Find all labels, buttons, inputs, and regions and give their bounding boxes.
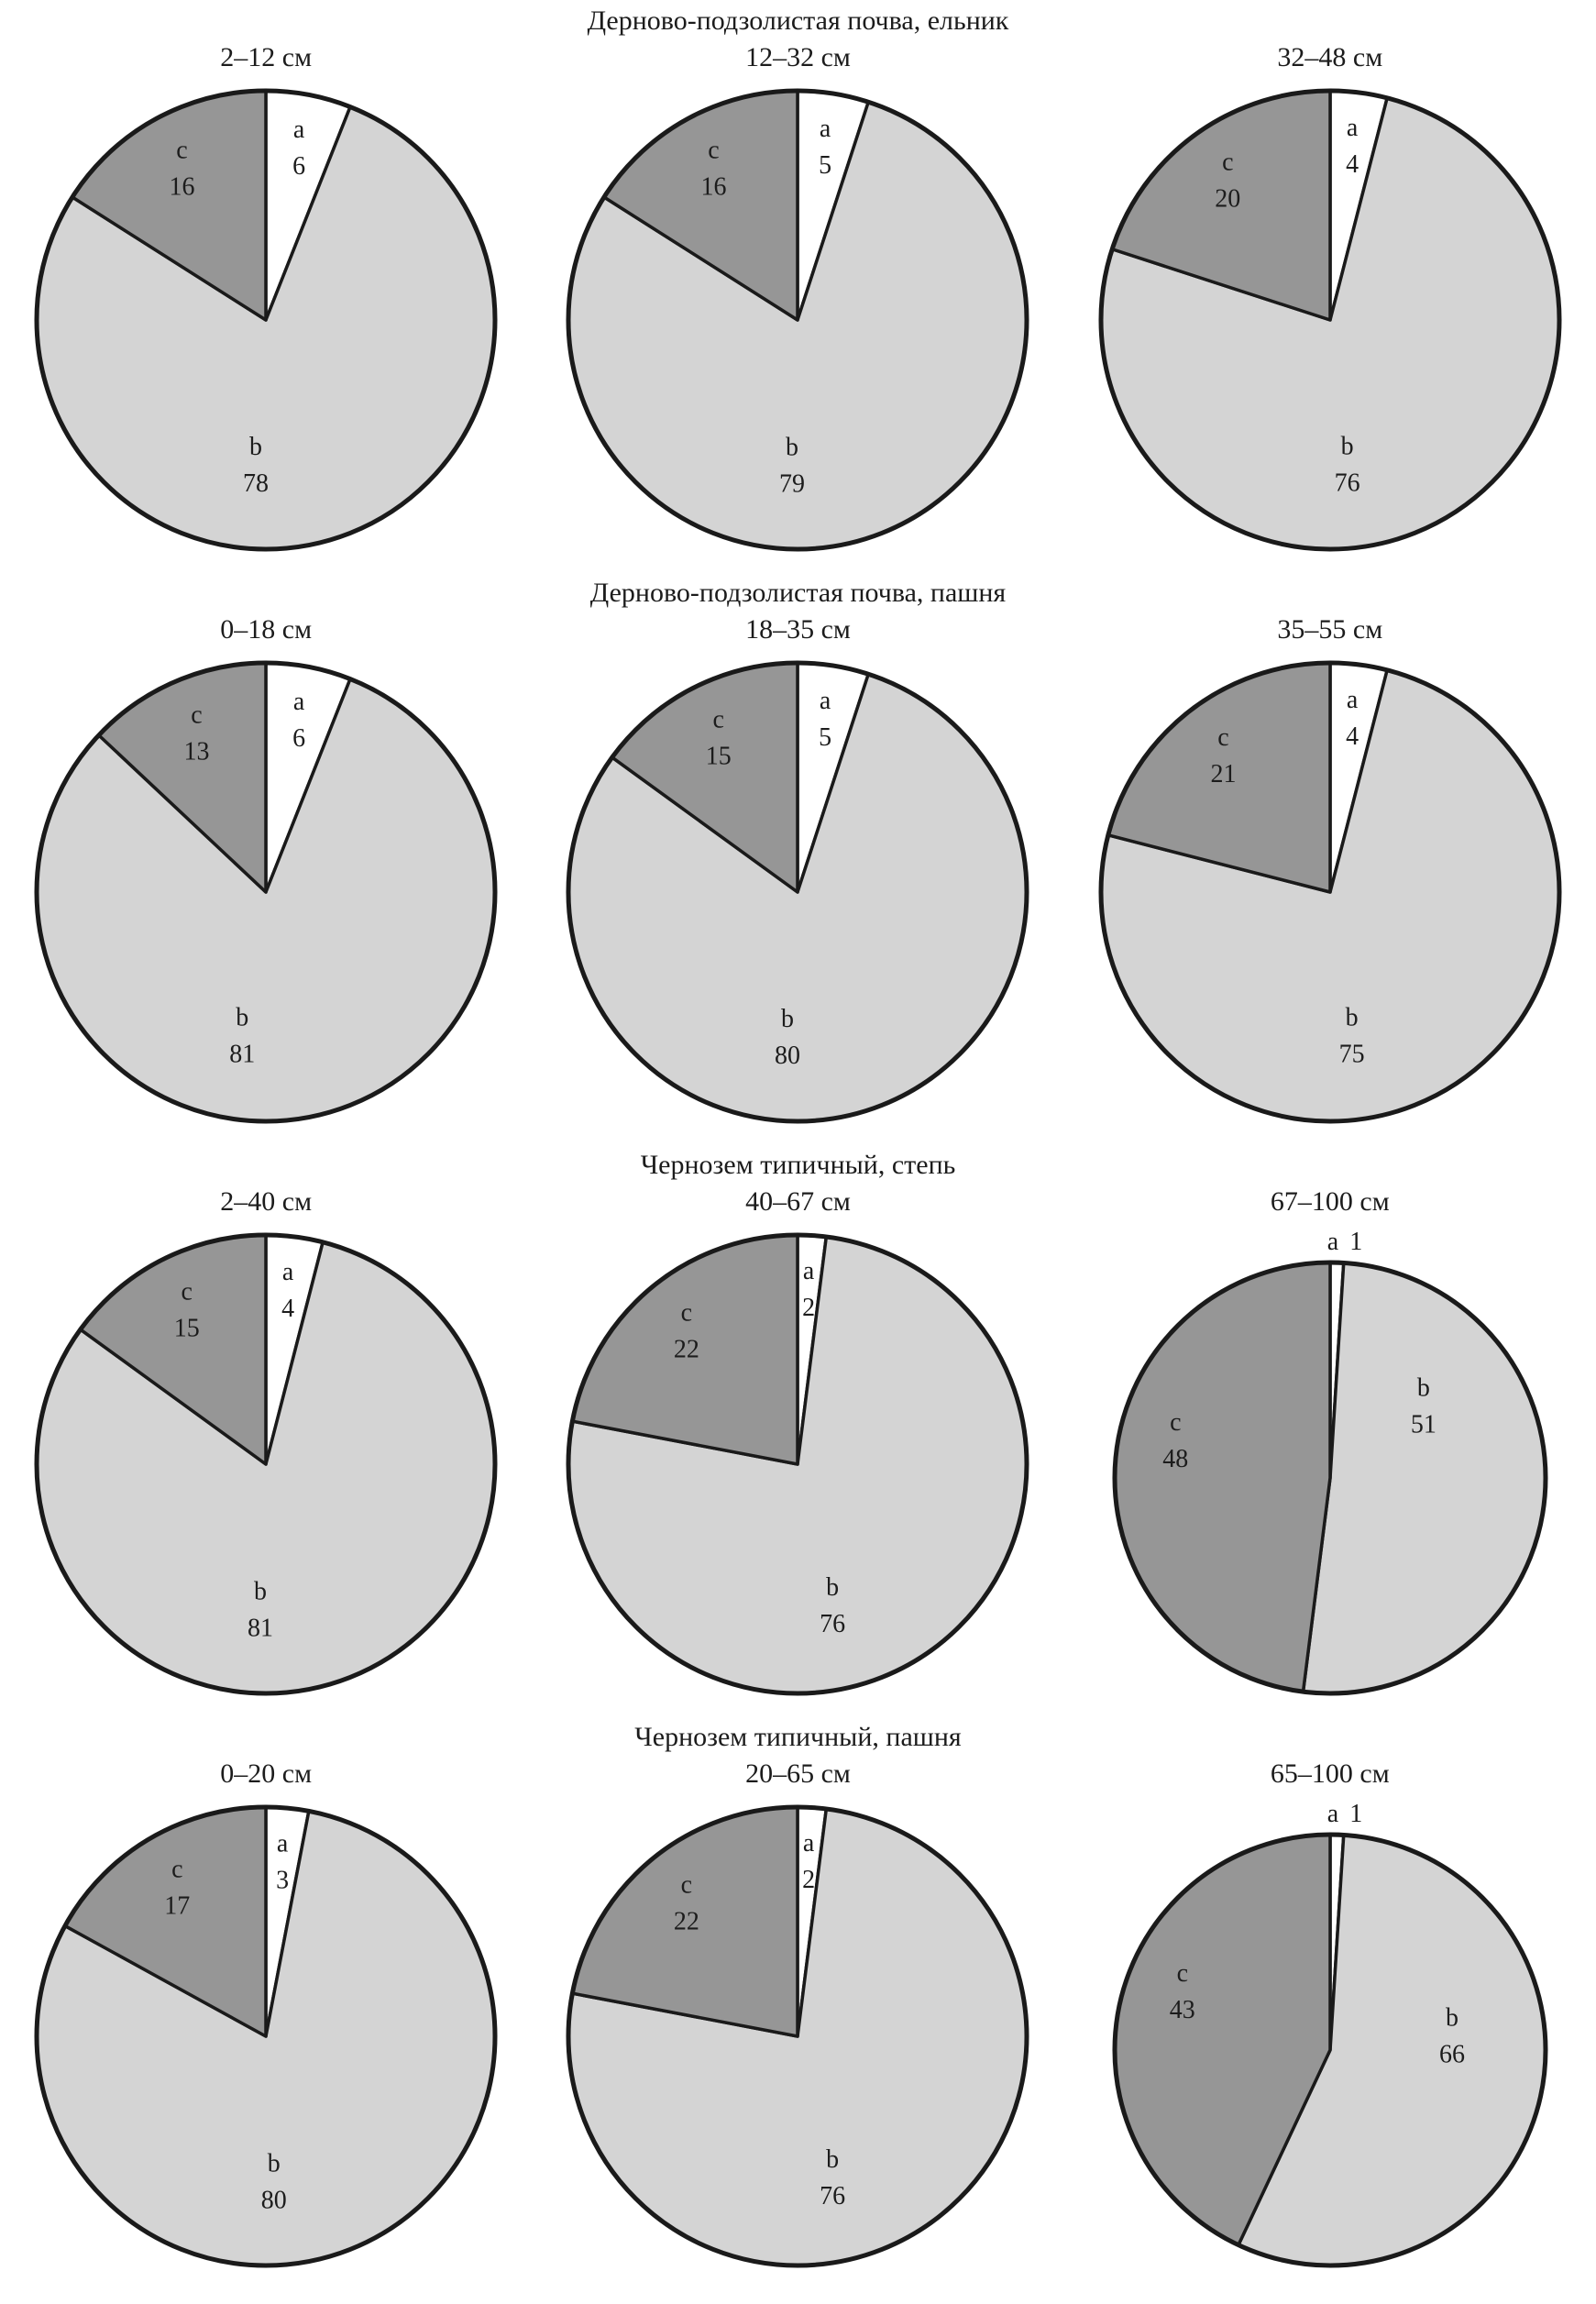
pie-depth-title: 32–48 см [1277, 42, 1383, 72]
slice-letter-c: c [181, 1277, 193, 1306]
section-title: Чернозем типичный, пашня [634, 1722, 962, 1752]
pie-chart [0, 1793, 532, 2279]
section-title: Дерново-подзолистая почва, ельник [587, 6, 1009, 36]
slice-letter-b: b [781, 1005, 795, 1034]
section-title: Дерново-подзолистая почва, пашня [589, 578, 1007, 608]
slice-label-a-outside [1327, 1800, 1362, 1828]
slice-value-c: 22 [674, 1907, 700, 1936]
slice-letter: a [1326, 1228, 1339, 1256]
slice-value-a: 6 [292, 151, 306, 181]
slice-value-c: 48 [1162, 1444, 1189, 1473]
slice-letter-c: c [191, 700, 203, 730]
slice-value: 1 [1349, 1800, 1363, 1828]
pie-chart [1064, 77, 1596, 563]
slice-value-a: 4 [1345, 150, 1359, 179]
pie-depth-title: 40–67 см [745, 1186, 851, 1217]
slice-value-a: 2 [802, 1293, 816, 1322]
pie-depth-title: 20–65 см [745, 1758, 851, 1789]
slice-value-c: 22 [674, 1335, 700, 1364]
slice-value-a: 3 [276, 1866, 290, 1895]
slice-letter-b: b [267, 2149, 281, 2178]
slice-label-a-outside [1327, 1228, 1362, 1256]
pie-chart [0, 77, 532, 563]
slice-value-b: 80 [260, 2186, 287, 2215]
pie-cell [0, 611, 532, 1135]
slice-value-c: 16 [700, 172, 727, 202]
pie-cell [532, 611, 1063, 1135]
chart-row [0, 1755, 1596, 2279]
pie-cell [532, 39, 1063, 563]
slice-value-a: 6 [292, 723, 306, 753]
pie-cell [1064, 1183, 1596, 1707]
slice-value-b: 79 [779, 469, 806, 499]
pie-chart [1064, 649, 1596, 1135]
pie-slice-b [1303, 1262, 1545, 1693]
section-title: Чернозем типичный, степь [640, 1150, 956, 1180]
slice-value-b: 76 [1334, 469, 1360, 498]
slice-letter-b: b [826, 1572, 840, 1602]
pie-depth-title: 12–32 см [745, 42, 851, 72]
pie-depth-title: 18–35 см [745, 614, 851, 645]
pie-cell [0, 1183, 532, 1707]
pie-depth-title: 35–55 см [1277, 614, 1383, 645]
slice-value-b: 78 [243, 469, 270, 499]
slice-letter-a: a [293, 687, 305, 716]
slice-value-a: 5 [819, 722, 832, 752]
slice-letter-c: c [171, 1855, 183, 1884]
slice-value-c: 20 [1215, 184, 1241, 214]
slice-letter: a [1326, 1800, 1339, 1828]
slice-value-b: 75 [1338, 1040, 1365, 1069]
chart-row [0, 39, 1596, 563]
pie-depth-title: 67–100 см [1270, 1186, 1390, 1217]
pie-chart [1064, 1221, 1596, 1707]
slice-letter-b: b [826, 2144, 840, 2174]
pie-depth-title: 2–12 см [220, 42, 313, 72]
slice-letter-b: b [254, 1577, 268, 1606]
chart-row [0, 1183, 1596, 1707]
slice-value-b: 66 [1438, 2040, 1465, 2069]
pie-chart [532, 1221, 1063, 1707]
pie-depth-title: 0–20 см [220, 1758, 313, 1789]
slice-value-b: 51 [1410, 1410, 1436, 1439]
slice-letter-b: b [1445, 2003, 1458, 2033]
slice-value-a: 5 [819, 150, 832, 180]
section [0, 4, 1596, 563]
pie-cell [1064, 39, 1596, 563]
pie-cell [0, 39, 532, 563]
slice-value-b: 81 [248, 1614, 274, 1643]
slice-value-b: 76 [820, 2181, 846, 2210]
pie-depth-title: 2–40 см [220, 1186, 313, 1217]
section [0, 1148, 1596, 1707]
pie-slice-c [1115, 1262, 1330, 1692]
slice-letter-a: a [277, 1829, 289, 1858]
pie-cell [532, 1183, 1063, 1707]
slice-value-c: 17 [164, 1891, 191, 1921]
section [0, 576, 1596, 1135]
slice-value-c: 13 [183, 737, 210, 766]
slice-value-b: 80 [775, 1042, 801, 1071]
slice-letter-c: c [681, 1298, 693, 1328]
slice-letter-b: b [236, 1003, 249, 1032]
slice-letter-b: b [1416, 1373, 1430, 1403]
section [0, 1720, 1596, 2279]
slice-value-b: 81 [229, 1040, 256, 1069]
pie-cell [1064, 611, 1596, 1135]
slice-value-c: 15 [173, 1314, 200, 1343]
slice-value-a: 2 [802, 1865, 816, 1894]
pie-chart [1064, 1793, 1596, 2279]
slice-value: 1 [1349, 1228, 1363, 1256]
pie-chart [532, 1793, 1063, 2279]
slice-value-c: 16 [169, 172, 195, 202]
slice-letter-a: a [1346, 686, 1359, 714]
pie-chart [532, 77, 1063, 563]
slice-letter-b: b [786, 433, 799, 462]
slice-letter-a: a [803, 1828, 815, 1858]
slice-letter-a: a [282, 1258, 294, 1286]
slice-value-a: 4 [1345, 722, 1359, 751]
slice-letter-c: c [1217, 722, 1229, 752]
slice-letter-c: c [708, 136, 721, 165]
pie-chart [0, 1221, 532, 1707]
slice-value-b: 76 [820, 1609, 846, 1638]
slice-letter-a: a [293, 115, 305, 144]
chart-row [0, 611, 1596, 1135]
pie-cell [1064, 1755, 1596, 2279]
pie-depth-title: 0–18 см [220, 614, 313, 645]
slice-value-c: 43 [1169, 1995, 1195, 2024]
slice-letter-b: b [249, 433, 263, 462]
slice-letter-c: c [1169, 1407, 1182, 1437]
slice-letter-a: a [820, 114, 831, 143]
slice-letter-a: a [820, 686, 831, 715]
pie-depth-title: 65–100 см [1270, 1758, 1390, 1789]
pie-cell [532, 1755, 1063, 2279]
slice-letter-c: c [681, 1870, 693, 1900]
slice-value-c: 15 [706, 742, 732, 771]
slice-letter-c: c [1221, 148, 1234, 177]
slice-letter-c: c [176, 136, 188, 165]
pie-chart [0, 649, 532, 1135]
slice-value-c: 21 [1210, 759, 1237, 788]
pie-chart [532, 649, 1063, 1135]
slice-value-a: 4 [281, 1295, 295, 1323]
slice-letter-a: a [1346, 114, 1359, 142]
slice-letter-b: b [1345, 1003, 1359, 1032]
slice-letter-b: b [1340, 432, 1354, 461]
slice-letter-a: a [803, 1256, 815, 1285]
slice-letter-c: c [712, 705, 725, 734]
pie-cell [0, 1755, 532, 2279]
slice-letter-c: c [1176, 1958, 1188, 1988]
